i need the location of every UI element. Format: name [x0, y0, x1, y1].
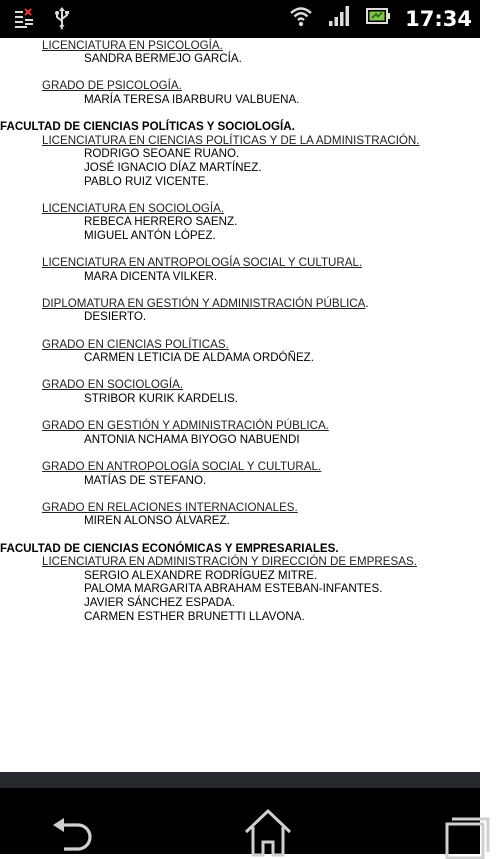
home-icon	[240, 798, 300, 854]
winner-name: RODRIGO SEOANE RUANO.	[84, 147, 240, 161]
degree-title-link[interactable]: LICENCIATURA EN PSICOLOGÍA.	[42, 38, 223, 52]
home-button[interactable]	[240, 798, 300, 854]
degree-title-link[interactable]: LICENCIATURA EN CIENCIAS POLÍTICAS Y DE LA ADMINISTRACIÓN.	[42, 133, 420, 147]
winner-name: MIREN ALONSO ÁLVAREZ.	[84, 514, 230, 528]
degree-block	[0, 202, 480, 243]
degree-line	[0, 460, 480, 474]
degree-line	[0, 297, 480, 311]
degree-block	[0, 501, 480, 528]
winner-name: PABLO RUIZ VICENTE.	[84, 174, 209, 188]
winner-name: SERGIO ALEXANDRE RODRÍGUEZ MITRE.	[84, 568, 318, 582]
degree-block	[0, 134, 480, 188]
degree-line	[0, 338, 480, 352]
degree-line	[0, 79, 480, 93]
faculty-heading: FACULTAD DE CIENCIAS POLÍTICAS Y SOCIOLOGÍA.	[0, 120, 295, 134]
winner-names	[0, 569, 480, 623]
nav-bar-divider	[0, 772, 480, 788]
winner-names	[0, 433, 480, 447]
degree-title-link[interactable]: LICENCIATURA EN SOCIOLOGÍA.	[42, 201, 225, 215]
winner-name: MATÍAS DE STEFANO.	[84, 473, 207, 487]
degree-title-link[interactable]: DIPLOMATURA EN GESTIÓN Y ADMINISTRACIÓN PÚBLICA	[42, 296, 366, 310]
recent-apps-icon	[438, 798, 498, 854]
winner-name: JOSÉ IGNACIO DÍAZ MARTÍNEZ.	[84, 160, 262, 174]
winner-names	[0, 392, 480, 406]
winner-name: SANDRA BERMEJO GARCÍA.	[84, 52, 242, 66]
degree-title-link[interactable]: LICENCIATURA EN ADMINISTRACIÓN Y DIRECCIÓN DE EMPRESAS.	[42, 555, 417, 569]
winner-name: ANTONIA NCHAMA BIYOGO NABUENDI	[84, 432, 300, 446]
degree-block	[0, 256, 480, 283]
winner-names	[0, 474, 480, 488]
degree-title-link[interactable]: GRADO EN CIENCIAS POLÍTICAS.	[42, 337, 229, 351]
degree-block	[0, 460, 480, 487]
degree-block	[0, 378, 480, 405]
degree-block	[0, 39, 480, 66]
degree-line	[0, 555, 480, 569]
back-button[interactable]	[44, 798, 104, 854]
winner-name: MARÍA TERESA IBARBURU VALBUENA.	[84, 92, 300, 106]
winner-name: JAVIER SÁNCHEZ ESPADA.	[84, 595, 235, 609]
cut-off-text-line: GISEP CARDERAL SOBERDO Y	[42, 25, 218, 38]
document-sections	[0, 39, 480, 624]
degree-line	[0, 256, 480, 270]
degree-title-suffix: .	[365, 296, 369, 310]
winner-name: DESIERTO.	[84, 310, 147, 324]
degree-line	[0, 501, 480, 515]
degree-line	[0, 378, 480, 392]
winner-names	[0, 147, 480, 188]
back-icon	[44, 798, 104, 854]
degree-title-link[interactable]: LICENCIATURA EN ANTROPOLOGÍA SOCIAL Y CULTURAL.	[42, 256, 363, 270]
degree-line	[0, 134, 480, 148]
degree-title-link[interactable]: GRADO EN SOCIOLOGÍA.	[42, 378, 184, 392]
winner-name: CARMEN LETICIA DE ALDAMA ORDÓÑEZ.	[84, 351, 314, 365]
winner-names	[0, 514, 480, 528]
degree-title-link[interactable]: GRADO DE PSICOLOGÍA.	[42, 79, 182, 93]
degree-line	[0, 419, 480, 433]
degree-block	[0, 297, 480, 324]
status-bar-clock: 17:34	[405, 6, 472, 31]
winner-name: MIGUEL ANTÓN LÓPEZ.	[84, 228, 216, 242]
winner-names	[0, 310, 480, 324]
winner-name: STRIBOR KURIK KARDELIS.	[84, 392, 238, 406]
document-viewport[interactable]	[0, 25, 480, 772]
recent-apps-button[interactable]	[438, 798, 498, 854]
winner-names	[0, 351, 480, 365]
degree-block	[0, 338, 480, 365]
degree-line	[0, 39, 480, 53]
degree-block	[0, 419, 480, 446]
winner-names	[0, 215, 480, 242]
degree-block	[0, 79, 480, 106]
degree-title-link[interactable]: GRADO EN RELACIONES INTERNACIONALES.	[42, 500, 298, 514]
winner-names	[0, 52, 480, 66]
winner-name: PALOMA MARGARITA ABRAHAM ESTEBAN-INFANTES.	[84, 582, 383, 596]
navigation-bar	[0, 788, 480, 854]
winner-name: CARMEN ESTHER BRUNETTI LLAVONA.	[84, 609, 305, 623]
winner-name: REBECA HERRERO SAENZ.	[84, 215, 238, 229]
degree-title-link[interactable]: GRADO EN GESTIÓN Y ADMINISTRACIÓN PÚBLICA.	[42, 419, 329, 433]
winner-names	[0, 270, 480, 284]
degree-block	[0, 555, 480, 623]
winner-name: MARA DICENTA VILKER.	[84, 269, 218, 283]
award-winners-document	[0, 25, 480, 637]
faculty-heading: FACULTAD DE CIENCIAS ECONÓMICAS Y EMPRESARIALES.	[0, 541, 339, 555]
winner-names	[0, 93, 480, 107]
degree-line	[0, 202, 480, 216]
degree-title-link[interactable]: GRADO EN ANTROPOLOGÍA SOCIAL Y CULTURAL.	[42, 460, 322, 473]
